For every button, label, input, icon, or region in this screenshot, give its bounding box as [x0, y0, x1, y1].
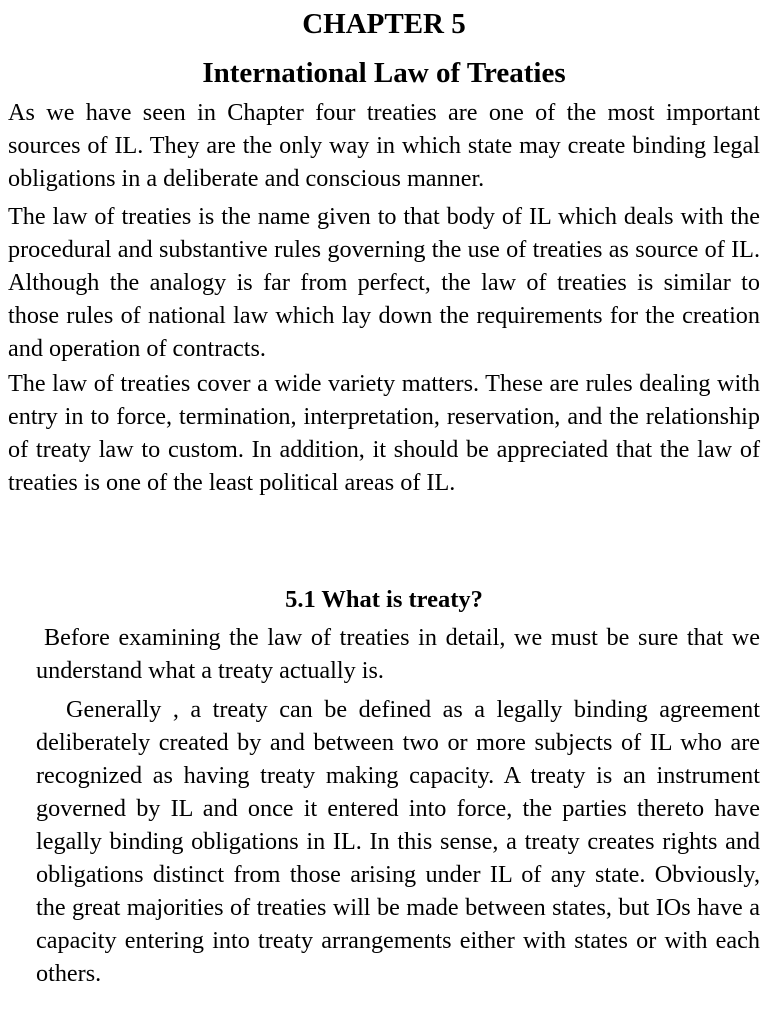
section-paragraph-1: Before examining the law of treaties in detail, we must be sure that we understand what a treaty actually is. [36, 624, 760, 684]
section-heading: 5.1 What is treaty? [285, 586, 483, 613]
intro-paragraph-3: The law of treaties cover a wide variety matters. These are rules dealing with entry in to force, termination, interpretation, reservation, and the relationship of treaty law to custom. In addition, it should be appreciated that the law of treaties is one of the least political areas of IL. [8, 370, 760, 496]
intro-paragraph-2: The law of treaties is the name given to that body of IL which deals with the procedural and substantive rules governing the use of treaties as source of IL. Although the analogy is far from perfect, the law of treaties is similar to those rules of national law which lay down the requirements for the creation and operation of contracts. [8, 203, 760, 362]
chapter-title: International Law of Treaties [202, 57, 566, 89]
intro-paragraph-1: As we have seen in Chapter four treaties are one of the most important sources of IL. They are the only way in which state may create binding legal obligations in a deliberate and conscious manner. [8, 99, 760, 192]
chapter-number: CHAPTER 5 [302, 8, 466, 40]
section-paragraph-2: Generally , a treaty can be defined as a legally binding agreement deliberately created by and between two or more subjects of IL who are recognized as having treaty making capacity. A treaty is an instrument governed by IL and once it entered into force, the parties thereto have legally binding obligations in IL. In this sense, a treaty creates rights and obligations distinct from those arising under IL of any state. Obviously, the great majorities of treaties will be made between states, but IOs have a capacity entering into treaty arrangements either with states or with each others. [36, 696, 760, 987]
